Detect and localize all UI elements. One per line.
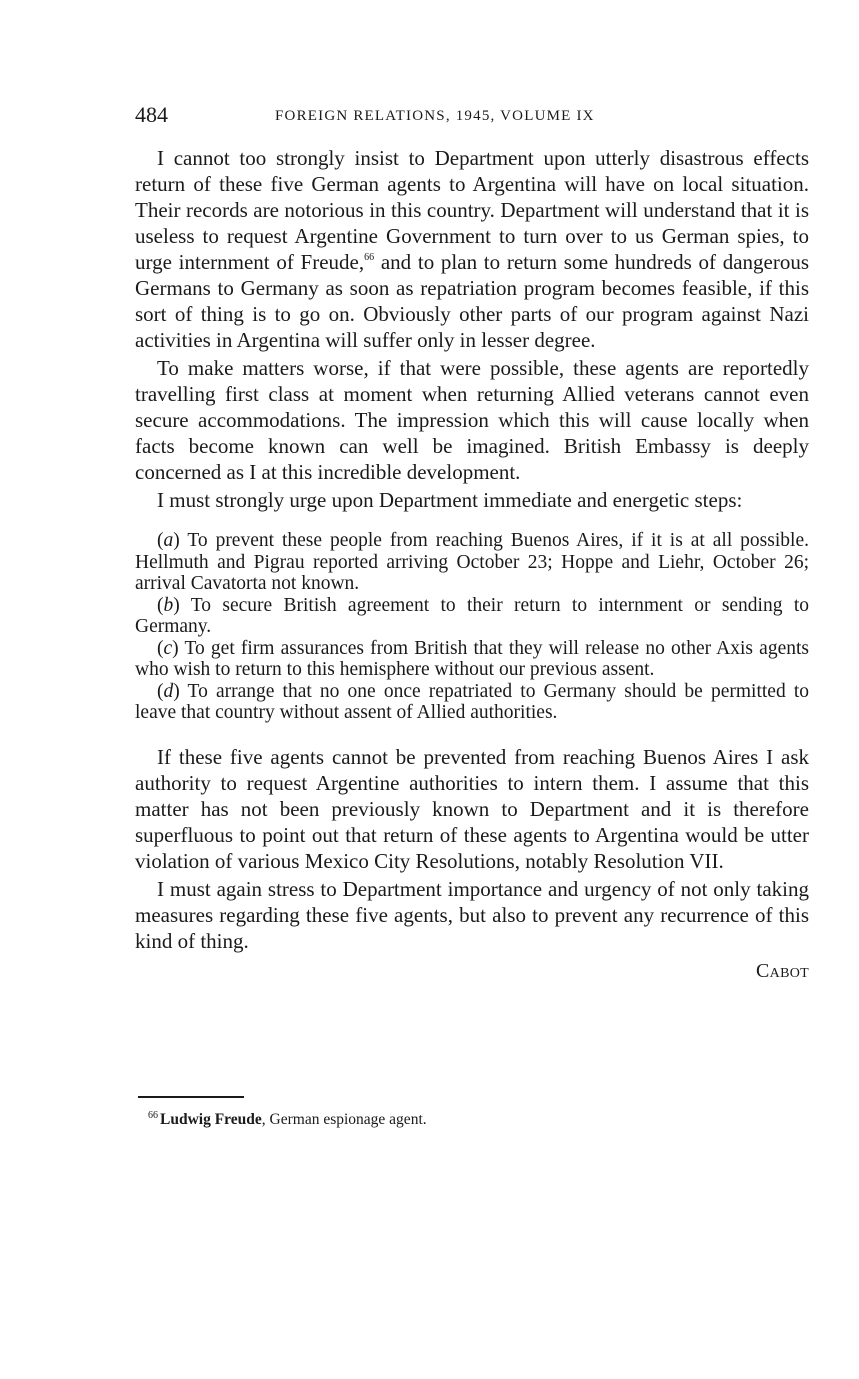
footnote-marker: 66 <box>148 1110 158 1121</box>
paragraph-3: I must strongly urge upon Department immediate and energetic steps: <box>157 488 743 512</box>
paragraph-5: I must again stress to Department importance and urgency of not only taking measures regarding these five agents, but also to prevent any recurrence of this kind of thing. <box>135 876 809 953</box>
footnote-name: Ludwig Freude <box>160 1111 262 1128</box>
list-item: (d) To arrange that no one once repatriated to Germany should be permitted to leave that country without assent of Allied authorities. <box>135 680 809 723</box>
footnote-text: , German espionage agent. <box>261 1111 427 1128</box>
paragraph-4: If these five agents cannot be prevented from reaching Buenos Aires I ask authority to request Argentine authorities to intern them. I assume that this matter has not been previously known to Department and it is therefore superfluous to point out that return of these agents to Argentina would be utter violation of various Mexico City Resolutions, notably Resolution VII. <box>135 744 809 873</box>
footnote-reference: 66 <box>364 252 375 263</box>
paragraph-1: I cannot too strongly insist to Department upon utterly disastrous effects return of these five German agents to Argentina will have on local situation. Their records are notorious in this country. Department will understand that it is useless to request Argentine Government to turn over to us German spies, to urge internment of Freude,$^{66}$ and to plan to return some hundreds of dangerous Germans to Germany as soon as repatriation program becomes feasible, if this sort of thing is to go on. Obviously other parts of our program against Nazi activities in Argentina will suffer only in lesser degree. <box>135 146 809 352</box>
running-head <box>135 102 809 128</box>
list-item: (c) To get firm assurances from British that they will release no other Axis agents who wish to return to this hemisphere without our previous assent. <box>135 637 809 680</box>
page-number: 484 <box>135 102 168 127</box>
signature: Cabot <box>756 959 809 982</box>
footnote-divider <box>138 1096 244 1098</box>
footnote <box>148 1106 427 1130</box>
running-title: FOREIGN RELATIONS, 1945, VOLUME IX <box>275 108 595 124</box>
list-item: (b) To secure British agreement to their return to internment or sending to Germany. <box>135 594 809 637</box>
document-body <box>135 145 809 984</box>
list-item: (a) To prevent these people from reaching Buenos Aires, if it is at all possible. Hellmuth and Pigrau reported arriving October 23; Hoppe and Liehr, October 26; arrival Cavatorta not known. <box>135 530 809 594</box>
steps-list <box>135 530 809 724</box>
paragraph-2: To make matters worse, if that were possible, these agents are reportedly travelling first class at moment when returning Allied veterans cannot even secure accommodations. The impression which this will cause locally when facts become known can well be imagined. British Embassy is deeply concerned as I at this incredible development. <box>135 356 809 484</box>
